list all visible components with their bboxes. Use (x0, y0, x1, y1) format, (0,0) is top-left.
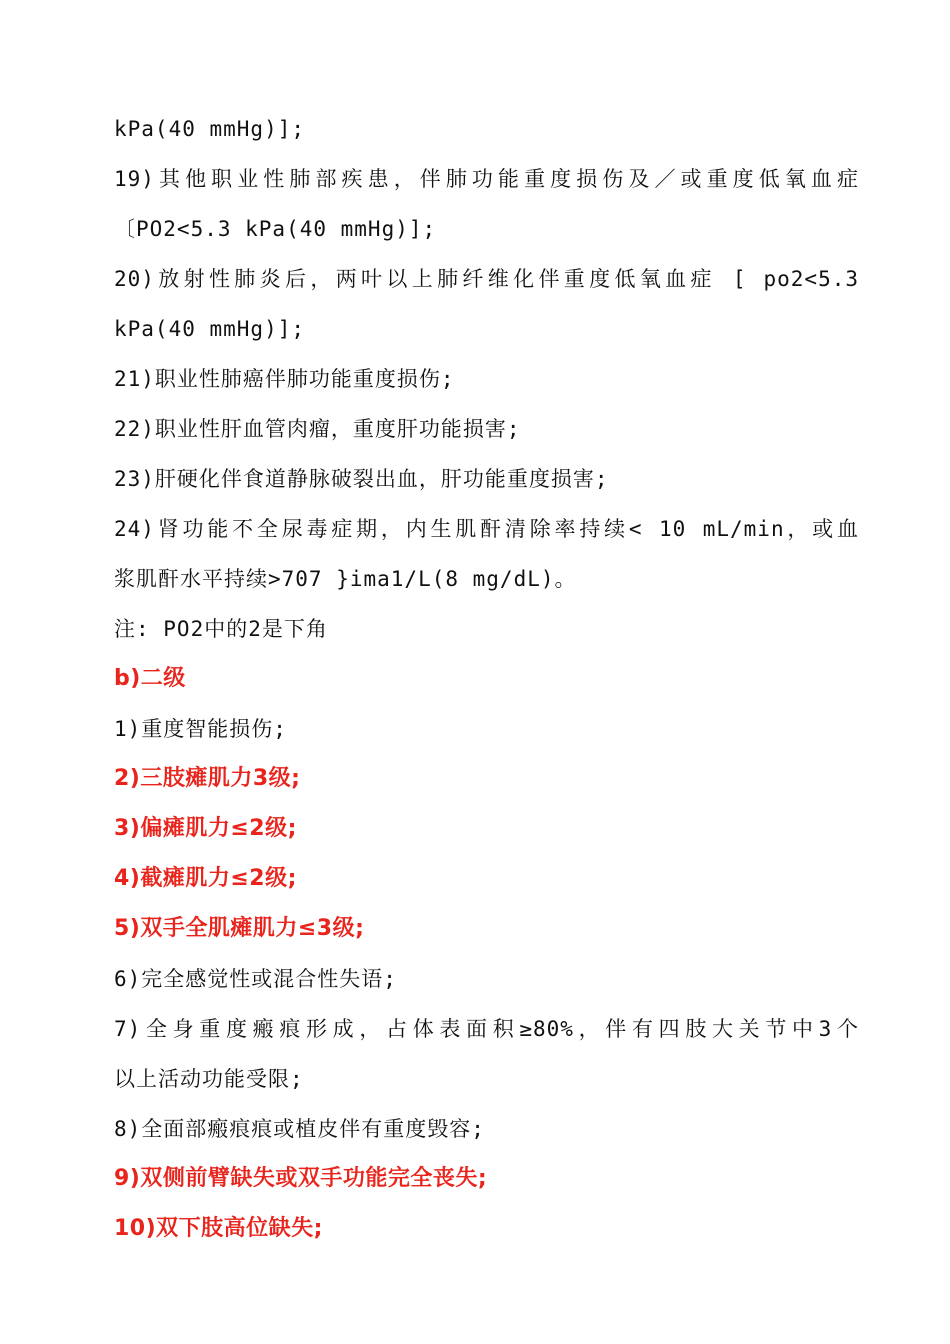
text-line: kPa(40 mmHg)]; (114, 317, 306, 341)
list-item: 7)全身重度瘢痕形成，占体表面积≥80%，伴有四肢大关节中3个 (114, 1017, 859, 1041)
section-heading: b)二级 (114, 666, 186, 691)
list-item-highlighted: 4)截瘫肌力≤2级; (114, 866, 297, 891)
list-item-highlighted: 5)双手全肌瘫肌力≤3级; (114, 916, 365, 941)
text-line: 19)其他职业性肺部疾患，伴肺功能重度损伤及／或重度低氧血症 (114, 167, 859, 191)
text-line: 22)职业性肝血管肉瘤，重度肝功能损害; (114, 417, 521, 441)
text-line: kPa(40 mmHg)]; (114, 117, 306, 141)
list-item-highlighted: 10)双下肢高位缺失; (114, 1216, 323, 1241)
list-item-continuation: 以上活动功能受限; (114, 1067, 304, 1091)
list-item: 1)重度智能损伤; (114, 717, 287, 741)
list-item: 6)完全感觉性或混合性失语; (114, 967, 397, 991)
note-line: 注: PO2中的2是下角 (114, 617, 328, 641)
text-line: 浆肌酐水平持续>707 }ima1/L(8 mg/dL)。 (114, 567, 577, 591)
text-line: 23)肝硬化伴食道静脉破裂出血，肝功能重度损害; (114, 467, 609, 491)
list-item-highlighted: 2)三肢瘫肌力3级; (114, 766, 301, 791)
text-line: 21)职业性肺癌伴肺功能重度损伤; (114, 367, 455, 391)
text-line: 24)肾功能不全尿毒症期，内生肌酐清除率持续< 10 mL/min，或血 (114, 517, 859, 541)
list-item-highlighted: 3)偏瘫肌力≤2级; (114, 816, 297, 841)
list-item: 8)全面部瘢痕痕或植皮伴有重度毁容; (114, 1117, 485, 1141)
text-body (114, 104, 859, 1254)
text-line: 〔PO2<5.3 kPa(40 mmHg)]; (114, 217, 437, 241)
text-line: 20)放射性肺炎后，两叶以上肺纤维化伴重度低氧血症 [ po2<5.3 (114, 267, 859, 291)
list-item-highlighted: 9)双侧前臂缺失或双手功能完全丧失; (114, 1166, 488, 1191)
